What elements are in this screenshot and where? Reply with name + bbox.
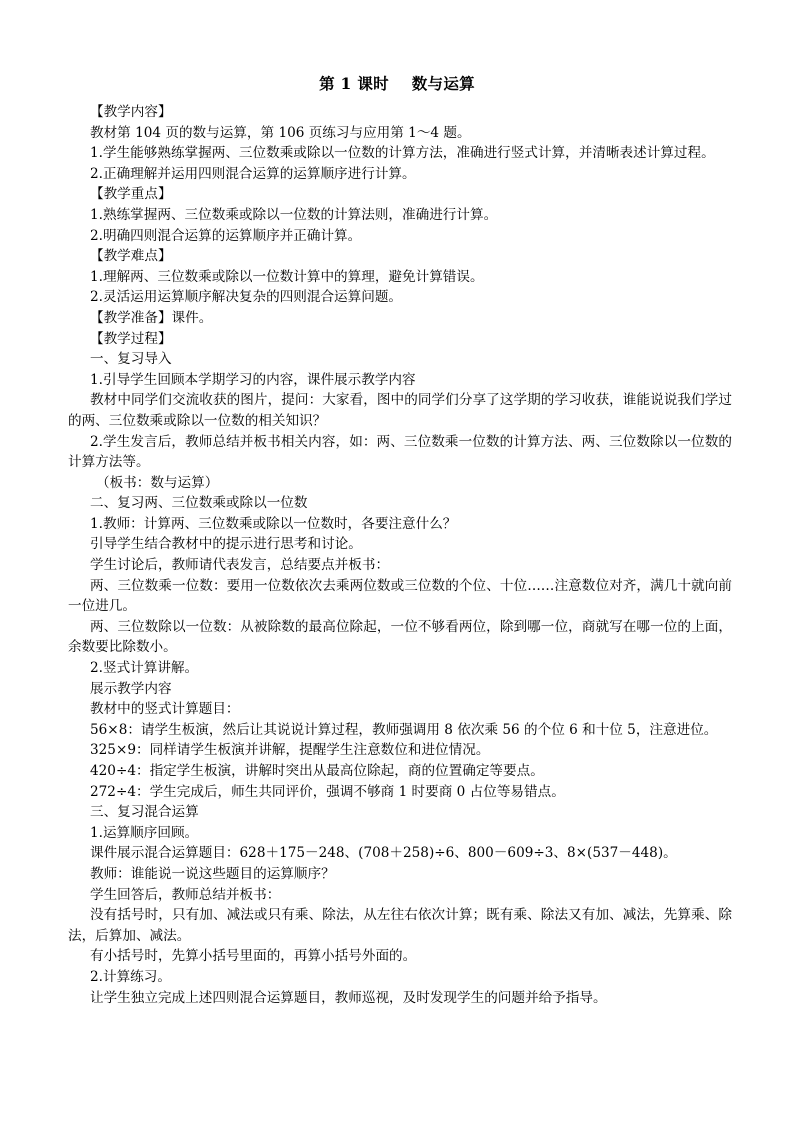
paragraph: 教材第 104 页的数与运算，第 106 页练习与应用第 1～4 题。 [90,124,471,141]
paragraph: 让学生独立完成上述四则混合运算题目，教师巡视，及时发现学生的问题并给予指导。 [90,989,607,1006]
paragraph: 2.学生发言后，教师总结并板书相关内容，如：两、三位数乘一位数的计算方法、两、三位数除以一位数的计算方法等。 [68,433,732,471]
paragraph: 2.明确四则混合运算的运算顺序并正确计算。 [90,227,362,244]
paragraph: 教材中同学们交流收获的图片，提问：大家看，图中的同学们分享了这学期的学习收获，谁能说说我们学过的两、三位数乘或除以一位数的相关知识？ [68,392,732,429]
paragraph: 272÷4：学生完成后，师生共同评价，强调不够商 1 时要商 0 占位等易错点。 [90,783,565,800]
paragraph: 1.学生能够熟练掌握两、三位数乘或除以一位数的计算方法，准确进行竖式计算，并清晰表述计算过程。 [90,145,715,162]
paragraph: 教师：谁能说一说这些题目的运算顺序？ [90,865,335,882]
subsection-heading: 二、复习两、三位数乘或除以一位数 [90,495,308,512]
paragraph: 有小括号时，先算小括号里面的，再算小括号外面的。 [90,948,417,965]
section-heading-content: 【教学内容】 [90,104,172,120]
paragraph: 引导学生结合教材中的提示进行思考和讨论。 [90,536,362,553]
section-heading-preparation: 【教学准备】课件。 [90,309,213,326]
paragraph: 1.教师：计算两、三位数乘或除以一位数时，各要注意什么？ [90,515,457,532]
paragraph: 2.竖式计算讲解。 [90,660,199,677]
paragraph: 1.运算顺序回顾。 [90,824,199,841]
paragraph: 教材中的竖式计算题目： [90,701,240,718]
paragraph: 没有括号时，只有加、减法或只有乘、除法，从左往右依次计算；既有乘、除法又有加、减法，先算乘、除法，后算加、减法。 [68,907,732,944]
paragraph: 2.正确理解并运用四则混合运算的运算顺序进行计算。 [90,165,416,182]
paragraph: 1.理解两、三位数乘或除以一位数计算中的算理，避免计算错误。 [90,268,484,285]
board-note: （板书：数与运算） [96,474,219,491]
page-title: 第 1 课时 数与运算 [319,74,475,93]
paragraph: 两、三位数乘一位数：要用一位数依次去乘两位数或三位数的个位、十位……注意数位对齐，满几十就向前一位进几。 [68,577,732,615]
paragraph: 1.引导学生回顾本学期学习的内容，课件展示教学内容 [90,371,416,388]
paragraph: 2.计算练习。 [90,968,171,985]
paragraph: 1.熟练掌握两、三位数乘或除以一位数的计算法则，准确进行计算。 [90,206,498,223]
paragraph: 课件展示混合运算题目：628＋175－248、(708＋258)÷6、800－609÷3、8×(537－448)。 [90,845,677,862]
paragraph: 学生回答后，教师总结并板书： [90,886,281,903]
subsection-heading: 三、复习混合运算 [90,804,199,821]
paragraph: 展示教学内容 [90,680,172,697]
section-heading-process: 【教学过程】 [90,330,172,347]
document-body [68,102,732,1008]
section-heading-difficulties: 【教学难点】 [90,248,172,265]
paragraph: 学生讨论后，教师请代表发言，总结要点并板书： [90,557,390,574]
paragraph: 56×8：请学生板演，然后让其说说计算过程，教师强调用 8 依次乘 56 的个位 6 和十位 5，注意进位。 [90,721,718,738]
section-heading-key-points: 【教学重点】 [90,186,172,203]
paragraph: 420÷4：指定学生板演，讲解时突出从最高位除起，商的位置确定等要点。 [90,763,544,779]
paragraph: 2.灵活运用运算顺序解决复杂的四则混合运算问题。 [90,289,403,306]
subsection-heading: 一、复习导入 [90,351,172,368]
paragraph: 两、三位数除以一位数：从被除数的最高位除起，一位不够看两位，除到哪一位，商就写在哪一位的上面，余数要比除数小。 [68,618,732,656]
paragraph: 325×9：同样请学生板演并讲解，提醒学生注意数位和进位情况。 [90,742,490,759]
